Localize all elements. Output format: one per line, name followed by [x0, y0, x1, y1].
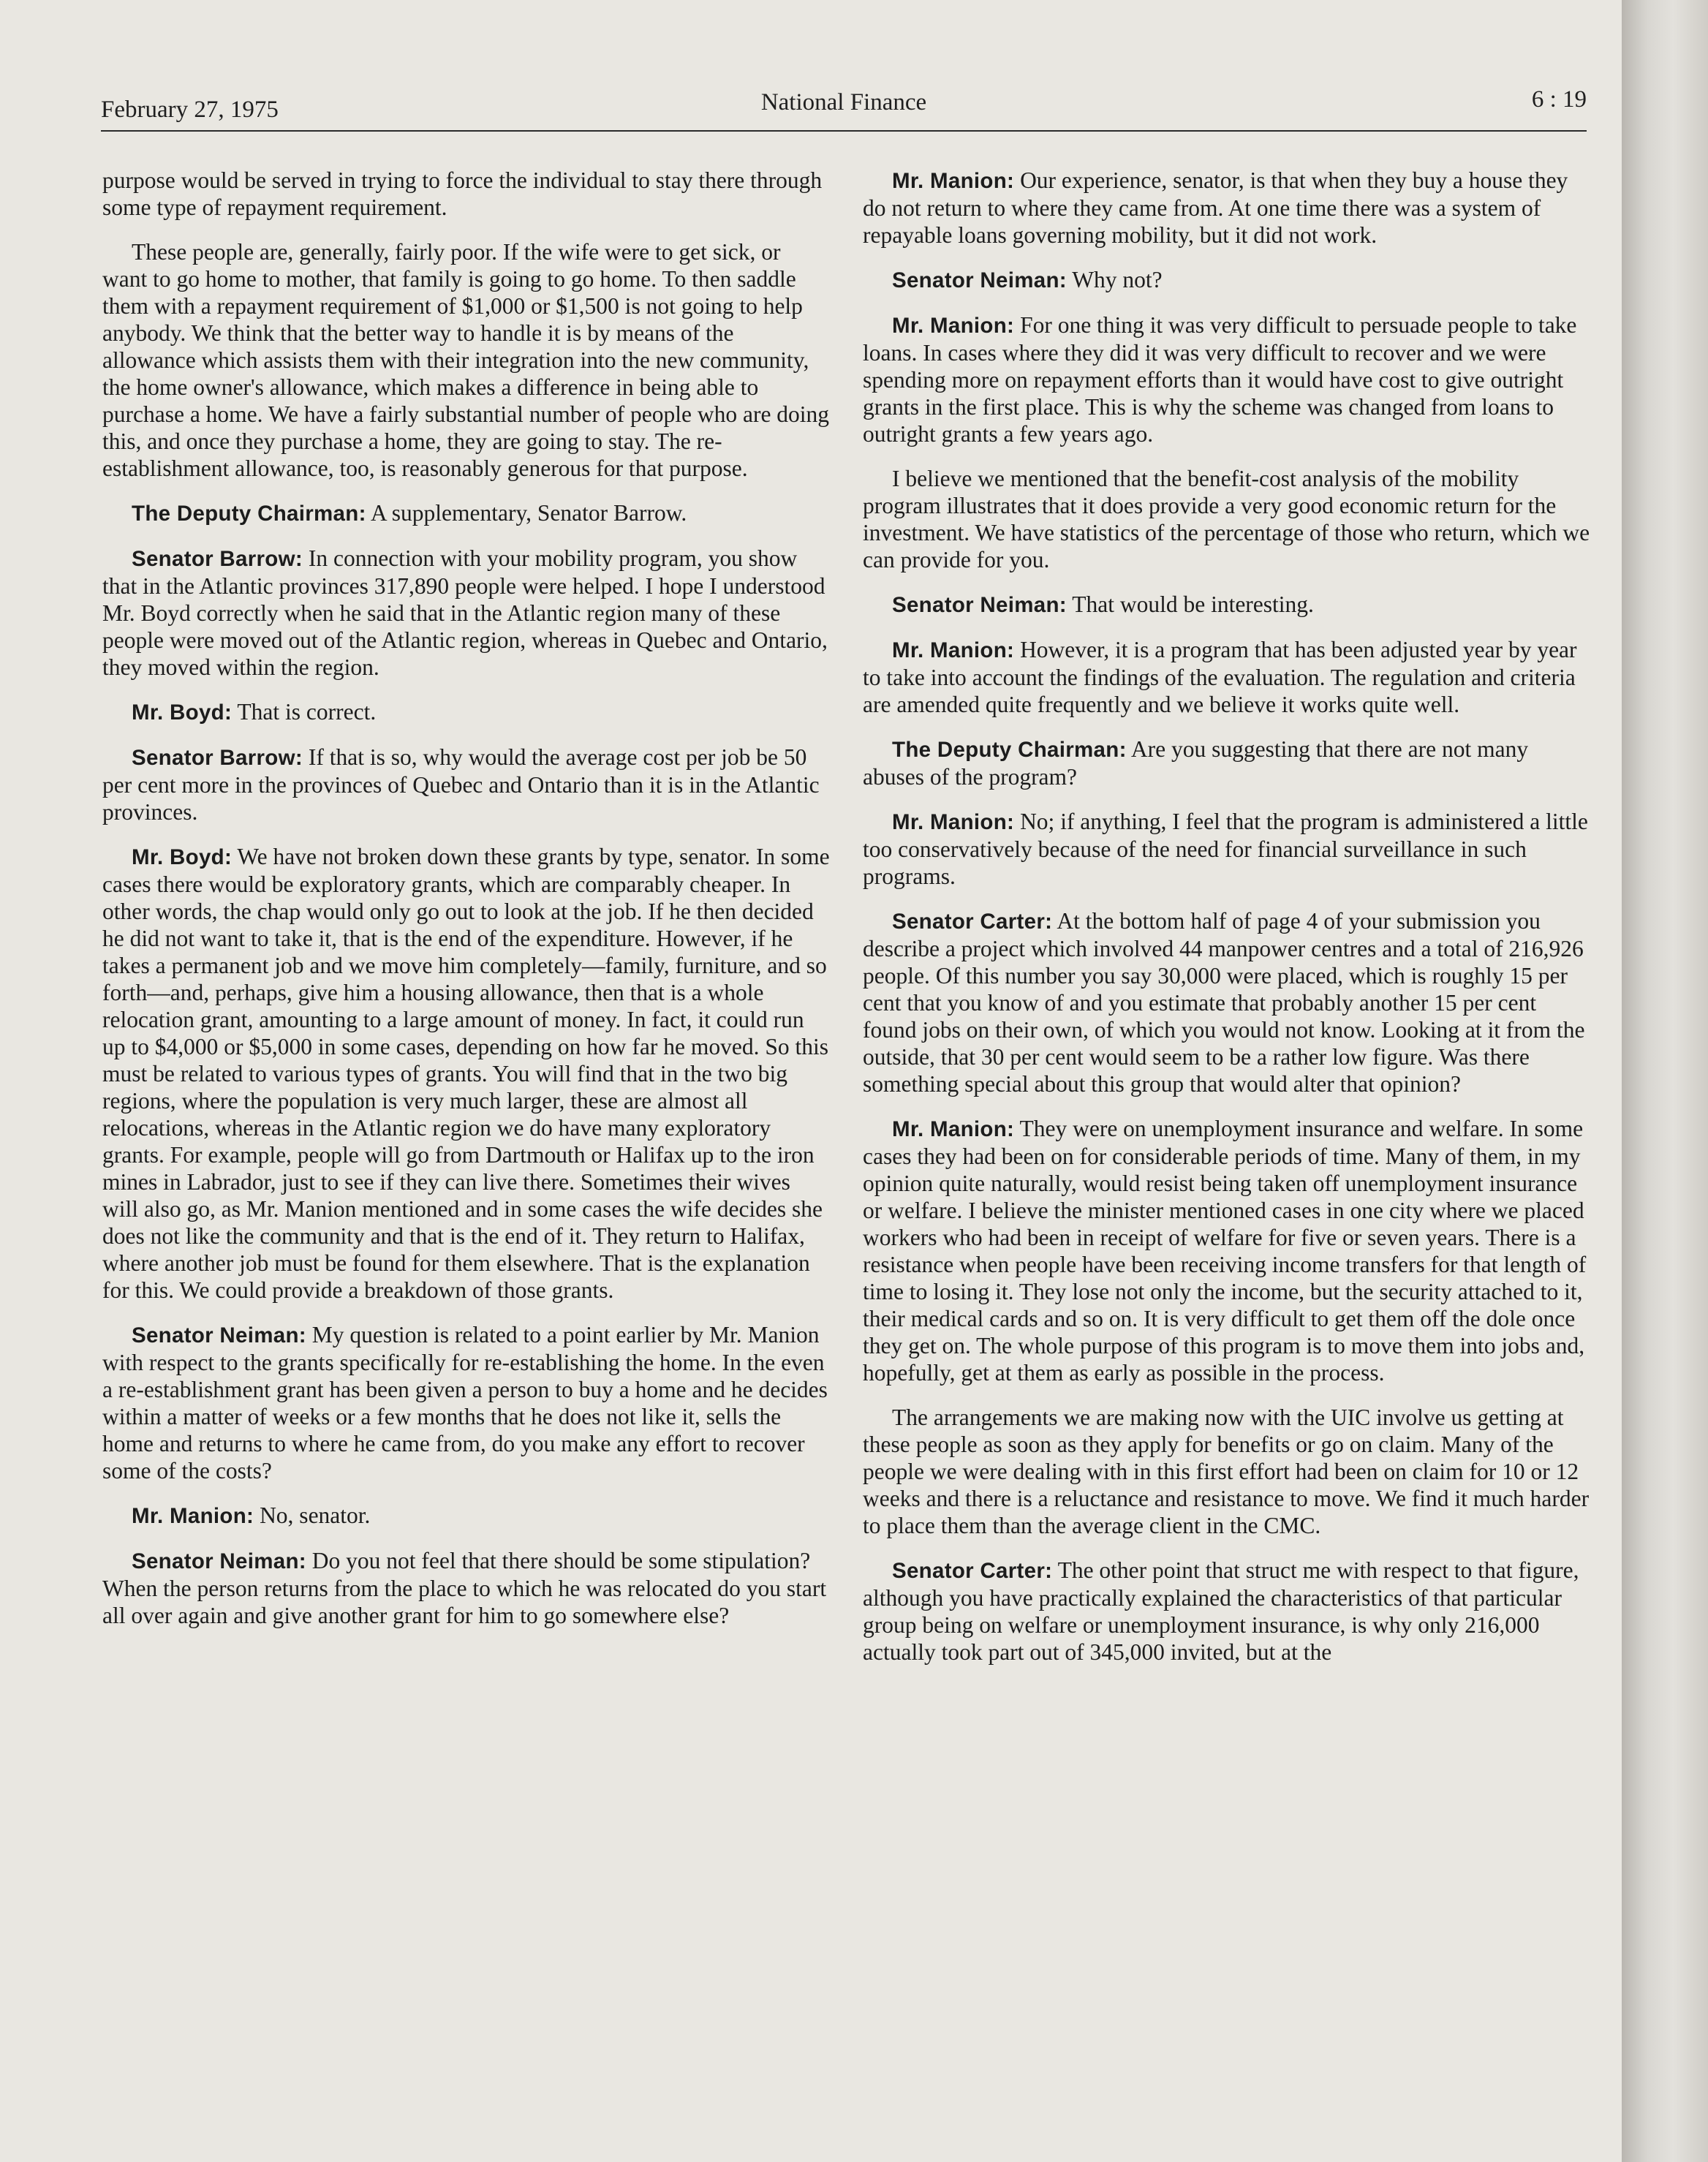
paragraph-text: A supplementary, Senator Barrow.	[370, 500, 687, 526]
speaker-name: The Deputy Chairman:	[132, 502, 366, 526]
paragraph-text: If that is so, why would the average cost per job be 50 per cent more in the provinces of Quebec and Ontario than it is in the Atlantic provinces.	[102, 744, 820, 825]
speaker-name: Mr. Boyd:	[132, 700, 233, 725]
paragraph-text: My question is related to a point earlier by Mr. Manion with respect to the grants specifically for re-establishing the home. In the even a re-establishment grant has been given a person to buy a home and he decides within a matter of weeks or a few months that he does not like it, sells the home and returns to where he came from, do you make any effort to recover some of the costs?	[102, 1322, 828, 1483]
paragraph-text: That is correct.	[237, 699, 377, 725]
paragraph	[102, 499, 831, 527]
paragraph	[863, 808, 1591, 890]
paragraph	[863, 266, 1591, 294]
speaker-name: Senator Carter:	[892, 1559, 1053, 1583]
paragraph-text: For one thing it was very difficult to persuade people to take loans. In cases where they did it was very difficult to recover and we were spending more on repayment efforts than it would have cost to give outright grants in the first place. This is why the scheme was changed from loans to outright grants a few years ago.	[863, 312, 1577, 447]
paragraph-text: In connection with your mobility program, you show that in the Atlantic provinces 317,890 people were helped. I hope I understood Mr. Boyd correctly when he said that in the Atlantic region many of these people were moved out of the Atlantic region, whereas in Quebec and Ontario, they moved within the region.	[102, 545, 828, 680]
speaker-name: Senator Neiman:	[892, 268, 1067, 292]
paragraph	[863, 311, 1591, 447]
header-title: National Finance	[760, 89, 927, 116]
paragraph	[863, 1557, 1591, 1666]
speaker-name: Mr. Manion:	[892, 169, 1015, 193]
paragraph	[102, 744, 831, 825]
paragraph-text: No; if anything, I feel that the program is administered a little too conservatively because of the need for financial surveillance in such programs.	[863, 809, 1588, 889]
paragraph	[102, 1321, 831, 1484]
speaker-name: Senator Barrow:	[132, 746, 303, 770]
paragraph	[863, 736, 1591, 790]
paragraph-text: Why not?	[1072, 267, 1163, 292]
paragraph-text: Our experience, senator, is that when they buy a house they do not return to where they came from. At one time there was a system of repayable loans governing mobility, but it did not work.	[863, 167, 1568, 248]
page-header	[101, 86, 1587, 130]
paragraph	[102, 698, 831, 726]
speaker-name: Senator Neiman:	[892, 593, 1067, 617]
paragraph-text: That would be interesting.	[1072, 591, 1314, 617]
paragraph	[863, 636, 1591, 718]
paragraph	[102, 167, 831, 221]
paragraph-text: We have not broken down these grants by type, senator. In some cases there would be exploratory grants, which are comparably cheaper. In other words, the chap would only go out to look at the job. If he then decided he did not want to take it, that is the end of the expenditure. However, if he takes a permanent job and we move him completely—family, furniture, and so forth—and, perhaps, give him a housing allowance, then that is a whole relocation grant, amounting to a large amount of money. In fact, it could run up to $4,000 or $5,000 in some cases, depending on how far he moved. So this must be related to various types of grants. You will find that in the two big regions, where the population is very much larger, these are almost all relocations, whereas in the Atlantic region we do have many exploratory grants. For example, people will go from Dartmouth or Halifax up to the iron mines in Labrador, just to see if they can live there. Sometimes their wives will also go, as Mr. Manion mentioned and in some cases the wife decides she does not like the community and that is the end of it. They return to Halifax, where another job must be found for them elsewhere. That is the explanation for this. We could provide a breakdown of those grants.	[102, 844, 830, 1303]
paragraph-text: At the bottom half of page 4 of your submission you describe a project which involved 44 manpower centres and a total of 216,926 people. Of this number you say 30,000 were placed, which is roughly 15 per cent that you know of and you estimate that probably another 15 per cent found jobs on their own, of which you would not know. Looking at it from the outside, that 30 per cent would seem to be a rather low figure. Was there something special about this group that would alter that opinion?	[863, 908, 1585, 1097]
right-column	[863, 167, 1591, 2068]
speaker-name: Mr. Manion:	[892, 638, 1015, 662]
speaker-name: Senator Carter:	[892, 910, 1053, 934]
paragraph-text: Are you suggesting that there are not many abuses of the program?	[863, 736, 1529, 790]
paragraph	[863, 1404, 1591, 1539]
paragraph	[102, 238, 831, 482]
page-edge-shadow	[1622, 0, 1708, 2162]
paragraph	[102, 843, 831, 1304]
paragraph	[102, 545, 831, 681]
left-column	[102, 167, 831, 2068]
paragraph-text: I believe we mentioned that the benefit-cost analysis of the mobility program illustrates that it does provide a very good economic return for the investment. We have statistics of the percentage of those who return, which we can provide for you.	[863, 466, 1590, 572]
paragraph-text: No, senator.	[260, 1503, 371, 1528]
speaker-name: Mr. Manion:	[892, 1117, 1015, 1141]
paragraph-text: The other point that struct me with respect to that figure, although you have practically explained the characteristics of that particular group being on welfare or unemployment insurance, is why only 216,000 actually took part out of 345,000 invited, but at the	[863, 1557, 1579, 1665]
header-rule	[101, 130, 1587, 132]
paragraph-text: purpose would be served in trying to force the individual to stay there through some type of repayment requirement.	[102, 167, 823, 220]
paragraph-text: However, it is a program that has been adjusted year by year to take into account the findings of the evaluation. The regulation and criteria are amended quite frequently and we believe it works quite well.	[863, 637, 1577, 717]
header-page-number: 6 : 19	[1531, 86, 1587, 113]
paragraph	[863, 907, 1591, 1097]
speaker-name: Mr. Manion:	[892, 314, 1015, 338]
paragraph	[102, 1502, 831, 1530]
speaker-name: Senator Neiman:	[132, 1549, 306, 1573]
speaker-name: Senator Barrow:	[132, 547, 303, 571]
speaker-name: Mr. Manion:	[892, 810, 1015, 834]
paragraph-text: These people are, generally, fairly poor. If the wife were to get sick, or want to go home to mother, that family is going to go home. To then saddle them with a repayment requirement of $1,000 or $1,500 is not going to help anybody. We think that the better way to handle it is by means of the allowance which assists them with their integration into the new community, the home owner's allowance, which makes a difference in being able to purchase a home. We have a fairly substantial number of people who are doing this, and once they purchase a home, they are going to stay. The re-establishment allowance, too, is reasonably generous for that purpose.	[102, 239, 830, 481]
paragraph-text: They were on unemployment insurance and welfare. In some cases they had been on for considerable periods of time. Many of them, in my opinion quite naturally, would resist being taken off unemployment insurance or welfare. I believe the minister mentioned cases in one city where we placed workers who had been in receipt of welfare for five or seven years. There is a resistance when people have been receiving income transfers for that length of time to losing it. They lose not only the income, but the security attached to it, their medical cards and so on. It is very difficult to get them off the dole once they get on. The whole purpose of this program is to move them into jobs and, hopefully, get at them as early as possible in the process.	[863, 1116, 1587, 1386]
speaker-name: The Deputy Chairman:	[892, 738, 1127, 762]
paragraph-text: Do you not feel that there should be some stipulation? When the person returns from the place to which he was relocated do you start all over again and give another grant for him to go somewhere else?	[102, 1548, 827, 1628]
speaker-name: Mr. Boyd:	[132, 845, 233, 869]
paragraph	[102, 1547, 831, 1629]
speaker-name: Mr. Manion:	[132, 1504, 254, 1528]
paragraph	[863, 167, 1591, 249]
header-date: February 27, 1975	[101, 97, 279, 123]
paragraph	[863, 1115, 1591, 1386]
paragraph-text: The arrangements we are making now with the UIC involve us getting at these people as soon as they apply for benefits or go on claim. Many of the people we were dealing with in this first effort had been on claim for 10 or 12 weeks and there is a reluctance and resistance to move. We find it much harder to place them than the average client in the CMC.	[863, 1405, 1590, 1538]
paragraph	[863, 591, 1591, 619]
paragraph	[863, 465, 1591, 573]
speaker-name: Senator Neiman:	[132, 1323, 306, 1348]
